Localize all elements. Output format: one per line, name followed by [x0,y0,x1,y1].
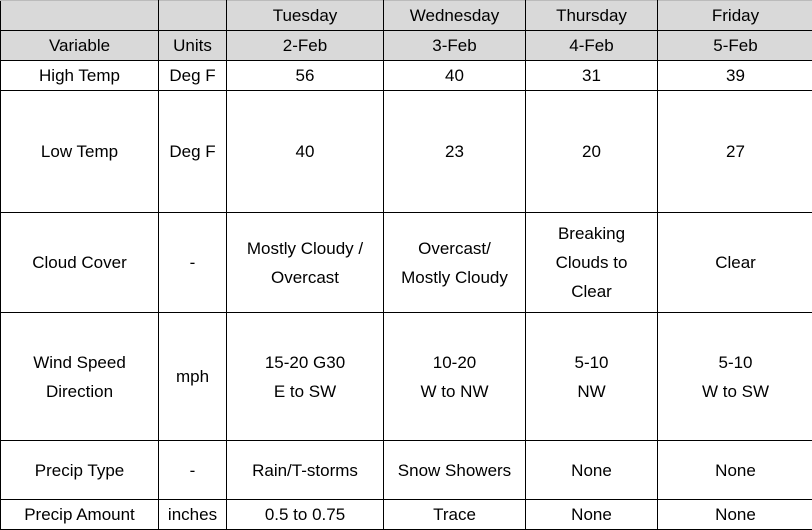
variable-cell [1,441,159,500]
cell-line: None [528,456,655,485]
value-cell [227,61,384,91]
units-cell [159,313,227,441]
value-cell [384,91,526,213]
value-cell [658,313,812,441]
date-header: 2-Feb [227,31,384,61]
cell-line: Clear [660,248,811,277]
value-cell [384,61,526,91]
value-cell [227,213,384,313]
cell-line: Snow Showers [386,456,523,485]
cell-line: Overcast/ [386,234,523,263]
units-cell [159,213,227,313]
empty-header-cell [159,1,227,31]
day-header-row [1,1,812,31]
value-cell [227,91,384,213]
value-cell [384,313,526,441]
date-header: 3-Feb [384,31,526,61]
cell-line: None [660,500,811,529]
cell-line: None [528,500,655,529]
cell-line: Direction [3,377,156,406]
value-cell [227,500,384,530]
value-cell [658,91,812,213]
value-cell [526,441,658,500]
units-cell [159,61,227,91]
date-header-row [1,31,812,61]
cell-line: Deg F [161,61,224,90]
cell-line: High Temp [3,61,156,90]
value-cell [384,213,526,313]
units-cell [159,441,227,500]
value-cell [526,213,658,313]
cell-line: 20 [528,137,655,166]
value-cell [658,441,812,500]
cell-line: Precip Type [3,456,156,485]
table-row [1,313,812,441]
value-cell [227,441,384,500]
value-cell [658,61,812,91]
date-header: 5-Feb [658,31,812,61]
units-cell [159,500,227,530]
value-cell [526,91,658,213]
empty-header-cell [1,1,159,31]
table-row [1,61,812,91]
cell-line: Breaking [528,219,655,248]
value-cell [658,500,812,530]
cell-line: 5-10 [528,348,655,377]
variable-cell [1,213,159,313]
value-cell [526,313,658,441]
cell-line: 10-20 [386,348,523,377]
day-header: Wednesday [384,1,526,31]
date-header: 4-Feb [526,31,658,61]
cell-line: Deg F [161,137,224,166]
cell-line: Cloud Cover [3,248,156,277]
variable-cell [1,61,159,91]
cell-line: Mostly Cloudy / [229,234,381,263]
table-row [1,500,812,530]
cell-line: 0.5 to 0.75 [229,500,381,529]
cell-line: None [660,456,811,485]
cell-line: Clouds to [528,248,655,277]
units-cell [159,91,227,213]
cell-line: Overcast [229,263,381,292]
cell-line: 5-10 [660,348,811,377]
cell-line: Precip Amount [3,500,156,529]
cell-line: - [161,248,224,277]
cell-line: mph [161,362,224,391]
cell-line: 40 [229,137,381,166]
cell-line: 23 [386,137,523,166]
units-header: Units [159,31,227,61]
day-header: Tuesday [227,1,384,31]
cell-line: - [161,456,224,485]
cell-line: Trace [386,500,523,529]
cell-line: Mostly Cloudy [386,263,523,292]
cell-line: 31 [528,61,655,90]
table-row [1,441,812,500]
cell-line: 56 [229,61,381,90]
cell-line: E to SW [229,377,381,406]
cell-line: Wind Speed [3,348,156,377]
cell-line: W to SW [660,377,811,406]
cell-line: 39 [660,61,811,90]
variable-cell [1,91,159,213]
table-row [1,91,812,213]
cell-line: Rain/T-storms [229,456,381,485]
cell-line: 27 [660,137,811,166]
cell-line: inches [161,500,224,529]
variable-cell [1,500,159,530]
value-cell [227,313,384,441]
day-header: Friday [658,1,812,31]
cell-line: Low Temp [3,137,156,166]
variable-cell [1,313,159,441]
cell-line: Clear [528,277,655,306]
value-cell [384,500,526,530]
variable-header: Variable [1,31,159,61]
day-header: Thursday [526,1,658,31]
table-row [1,213,812,313]
cell-line: 15-20 G30 [229,348,381,377]
value-cell [384,441,526,500]
value-cell [658,213,812,313]
cell-line: 40 [386,61,523,90]
value-cell [526,500,658,530]
value-cell [526,61,658,91]
cell-line: W to NW [386,377,523,406]
cell-line: NW [528,377,655,406]
